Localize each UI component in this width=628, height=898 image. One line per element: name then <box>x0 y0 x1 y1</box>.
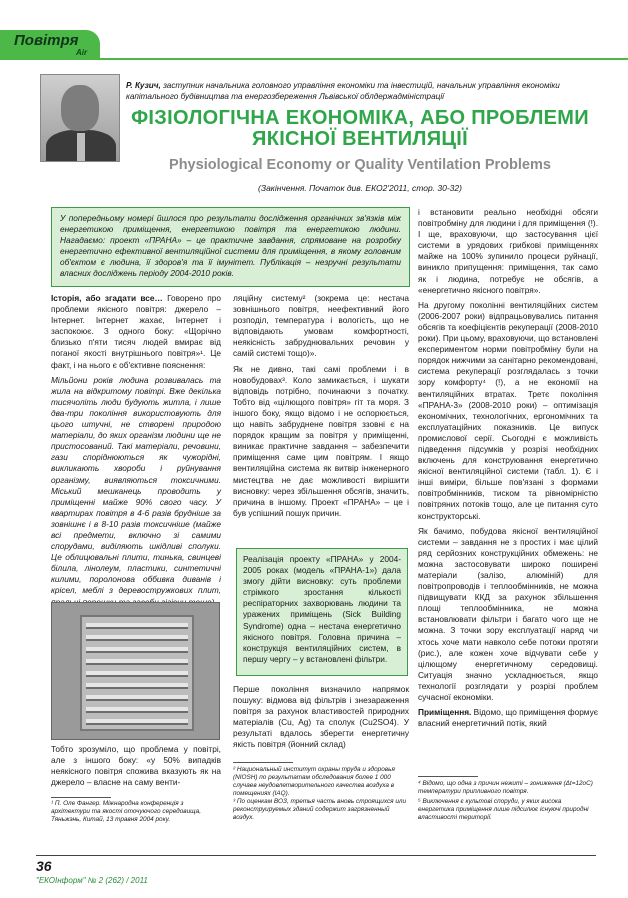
col2-p3: Перше покоління визначило напрямок пошуку: відмова від фільтрів і знезараження повітря за рахунок властивостей природних матеріалів (Cu, Ag) та сполук (Cu2SO4). У результаті вдалось зберегти енергетичну якість повітря (йонний склад) <box>233 684 409 750</box>
footnote-1: ¹ П. Оле Фангер. Міжнародна конференція з архітектури та якості оточуючого середовища, Тяньжэнь, Китай, 13 травня 2004 року. <box>51 800 201 823</box>
author-name: Р. Кузич, <box>126 81 161 90</box>
photo-head <box>61 85 99 131</box>
col1-p2: Мільйони років людина розвивалась та жила на відкритому повітрі. Вже декілька тисячоліть люди будують житла, і лише два-три покоління використовують для цього штучні, не створені природою матеріали, до яких організм людини ще не пристосований. Такі матеріали, речовини, гази споріднюються як чужорідні, викликають хвороби і руйнування організму, виявляються токсичними. Міський мешканець проводить у приміщенні майже 90% свого часу. У квартирах повітря в 4-6 разів брудніше за зовнішнє і в 8-10 разів токсичніше (майже всі предмети, включно зі самими спорудами, виділяють шкідливі сполуки. Це облицювальні плити, тинька, свинцеві білила, лінолеум, пластики, синтетичні килими, поролонова оббивка диванів і крісел, меблі з деревостружкових плит, <box>51 374 221 596</box>
continuation-note: (Закінчення. Початок див. ЕКО2'2011, стор. 30-32) <box>258 183 462 193</box>
grille-slat <box>86 683 188 689</box>
col1-intro <box>51 293 221 371</box>
author-position: заступник начальника головного управління економіки та інвестицій, начальник управління економіки капітального будівництва та енергозбереження Львівської облдержадміністрації <box>126 81 560 101</box>
section-tab <box>0 30 100 60</box>
grille-slat <box>86 719 188 725</box>
footnote-3: ³ По оценкам ВОЗ, третья часть вновь строящихся или реконструируемых зданий содержит загрязненный воздух. <box>233 798 407 821</box>
footnote-rule <box>51 797 111 798</box>
author-byline <box>126 80 596 102</box>
grille-slat <box>86 707 188 713</box>
photo-tie <box>77 133 85 162</box>
grille-slat <box>86 623 188 629</box>
highlight-box: Реалізація проекту «ПРАНА» у 2004-2005 роках (модель «ПРАНА-1») дала змогу дійти висновку: суть проблеми стрімкого зростання кількості респіраторних захворювань людини та уражених приміщень (Sick Building Syndrome) одна – нестача енергетично якісного повітря. Головна причина – конструкція вентиляційних систем, в першу чергу – у встановлені фільтри. <box>236 548 408 676</box>
grille-slat <box>86 671 188 677</box>
column-3 <box>418 207 598 729</box>
footnote-5: ⁵ Виключення є культові споруди, у яких висока енергетика приміщення лише підсилює існуючі природні властивості території. <box>418 798 589 821</box>
col3-p2: На другому поколінні вентиляційних систем (2006-2007 роки) відпрацьовувались питання обсягів та коефіцієнтів рекуперації (2008-2010 роки). При цьому, враховуючи, що встановлені експериментом норми повітробміну були на порядок нижчими за санітарно рекомендовані, система рекуперації розглядалась з точки зору комфорту⁴ (!), а не економії на вентиляційних втратах. Третє покоління «ПРАНА-3» (2008-2010 роки) – оптимізація економічних, технологічних, ергономічних та експлуатаційних показників. Це випуск промислової серії. Сьогодні є можливість підведення підсумків у розрізі необхідних включень для конструювання енергетично якісної вентиляційної системи (табл. 1). Є і інші виміри, більше пов'язані з формами повітробмінників, тиском та рівномірністю повітряних потоків тощо, але це питання суто конструкторські. <box>418 299 598 521</box>
footnote-rule <box>233 762 293 763</box>
ventilation-grille-photo <box>51 602 220 740</box>
section-rule <box>100 58 628 60</box>
column-1 <box>51 293 221 608</box>
page-number: 36 <box>36 858 52 874</box>
article-title: ФІЗІОЛОГІЧНА ЕКОНОМІКА, АБО ПРОБЛЕМИ ЯКІСНОЇ ВЕНТИЛЯЦІЇ <box>131 107 589 150</box>
section-header <box>0 30 628 62</box>
col3-p3: Як бачимо, побудова якісної вентиляційної системи – завдання не з простих і має цілий ряд серйозних конструкційних обмежень: не можна застосовувати широко поширені матеріали (залізо, алюміній) для повітропроводів і теплообмінників, не можна підвищувати ККД за рахунок збільшення площі теплообмінника, не можна встановлювати фільтри і багато чого ще не можна. З точки зору експлуатації наряд чи хтось хоче мати навколо себе потоки протяги (рис.), але кожен хоче відчувати себе у цілющому енергетичному середовищі. Ситуація значно ускладнюється, якщо технології розглядати у розрізі проблем сучасної економіки. <box>418 525 598 703</box>
col1-end: Тобто зрозуміло, що проблема у повітрі, але з іншого боку: «у 50% випадків неякісного повітря спожива вказують як на джерело – власне на саму венти- <box>51 744 221 788</box>
col3-p1: і встановити реально необхідні обсяги повітробміну для людини і для приміщення (!). І ще, враховуючи, що застосування цієї системи в урядових грибкові приміщеннях майже на 100% зупинило процеси руйнації, виникло припущення: приміщення, так само як і людина, потребує не обсягів, а «енергетично якісного повітря». <box>418 207 598 295</box>
col3-p4 <box>418 707 598 729</box>
footnote-4: ⁴ Відомо, що одна з причин нежиті – зониження (Δt=12oC) температури припливного повітря. <box>418 780 593 795</box>
col3-p4-text: Відомо, що приміщення формує власний енергетичний потік, який <box>418 707 598 729</box>
article-subtitle: Physiological Economy or Quality Ventilation Problems <box>169 157 551 173</box>
col2-p2: Як не дивно, такі самі проблеми і в новобудовах³. Коло замикається, і шукати відповідь потрібно, починаючи з початку. Тобто від «цілющого повітря» гіт та моря. З іншого боку, якщо відомо і не оспорюється, що навіть забруднене повітря ззовні є на порядок кращим за повітря у приміщенні, виникає практичне завдання – забезпечити приміщення саме цим повітрям. І якщо вентиляційна система як витвір інженерного мистецтва не дає можливості вирішити висновку: через збільшення обсягів, значить, причина в іншому. Проект «ПРАНА» – це і був успішний пошук причин. <box>233 363 409 518</box>
col1-p1: Говорено про проблеми якісного повітря: джерело – Інтернет. Інтернет жахає, Інтернет і заспокоює. З одного боку: «Щорічно близько п'яти тисяч людей вмирає від поганої якості внутрішнього повітря»¹. Це факт, і на нього є об'єктивне пояснення: <box>51 293 221 370</box>
grille-slat <box>86 695 188 701</box>
col2-p1: ляційну систему² (зокрема це: нестача зовнішнього повітря, неефективний його розподіл, температура і вологість, що не відповідають умовам комфортності, неякісність забруднювальних речовин у самій системі тощо)». <box>233 293 409 359</box>
journal-issue: "ЕКОІнформ" № 2 (262) / 2011 <box>36 876 148 885</box>
abstract-box: У попередньому номері йшлося про результати дослідження органічних зв'язків між енергетикою приміщення, енергетикою повітря та енергетикою людини. Нагадаємо: проект «ПРАНА» – це практичне завдання, спрямоване на розробку енергетично ефективної вентиляційної системи для приміщення, в якому головним об'єктом є людина, її здоров'я та її імунітет. Публікація – незручні результати власних досліджень періоду 2004-2010 років. <box>51 207 410 287</box>
section-title: Повітря <box>14 32 79 49</box>
footnote-rule <box>418 776 478 777</box>
col1-lead: Історія, або згадати все… <box>51 293 163 303</box>
author-photo <box>40 74 120 162</box>
grille-slat <box>86 647 188 653</box>
col3-p4-lead: Приміщення. <box>418 707 472 718</box>
footer-rule <box>36 855 596 856</box>
column-2 <box>233 293 409 519</box>
grille-slat <box>86 659 188 665</box>
section-subtitle: Air <box>76 48 88 57</box>
grille-slat <box>86 635 188 641</box>
grille-frame <box>80 615 194 731</box>
footnote-2: ² Национальный институт охраны труда и здоровья (NIOSH) по результатам обследования более 1 000 случаев неудовлетворительного качества воздуха в помещениях (IAQ). <box>233 766 395 797</box>
